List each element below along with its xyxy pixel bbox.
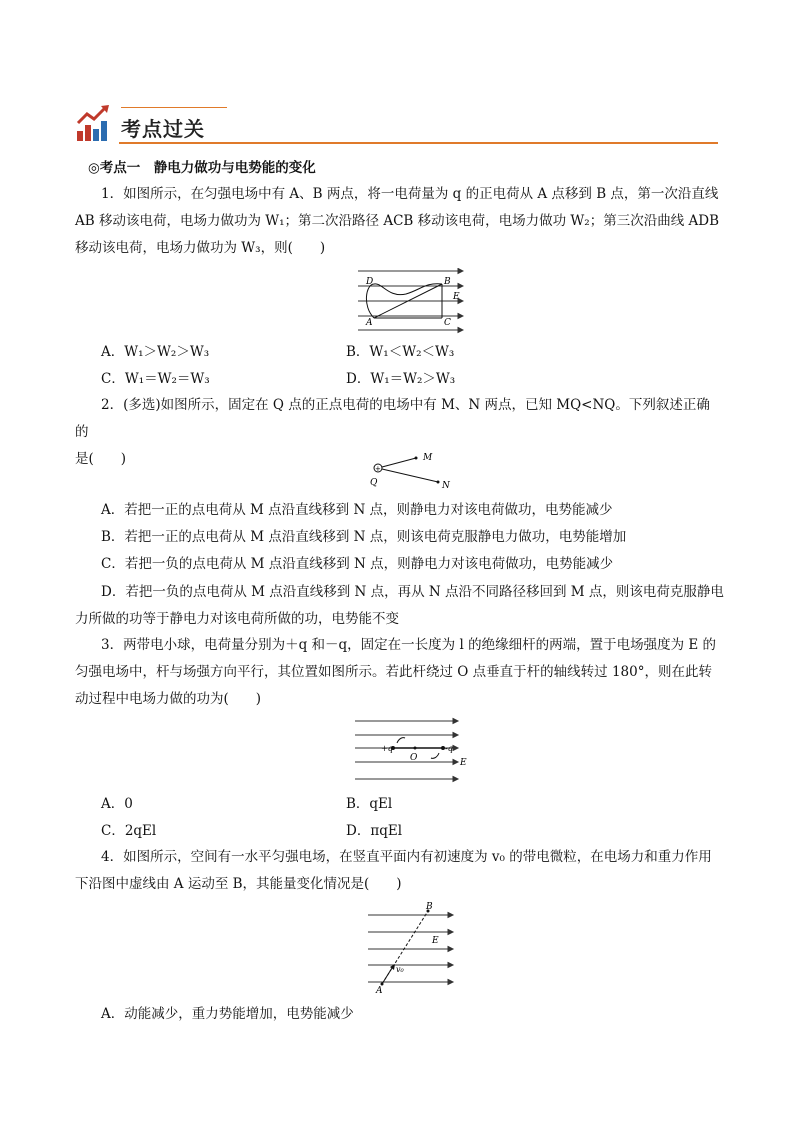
q1-option-b[interactable]: B．W₁＜W₂＜W₃ xyxy=(346,344,455,360)
q1-line-3: 移动该电荷，电场力做功为 W₃，则( ) xyxy=(75,240,326,256)
q4-option-a[interactable]: A．动能减少，重力势能增加，电势能减少 xyxy=(101,1006,354,1022)
bar-chart-trend-icon xyxy=(75,103,111,143)
q3-label-e: E xyxy=(460,758,467,768)
q1-label-e: E xyxy=(453,292,460,302)
q1-option-c[interactable]: C．W₁＝W₂＝W₃ xyxy=(101,371,210,387)
header-title: 考点过关 xyxy=(121,117,205,141)
q3-figure xyxy=(353,717,473,787)
q3-label-o: O xyxy=(410,753,418,763)
q3-line-1: 3．两带电小球，电荷量分别为＋q 和－q，固定在一长度为 l 的绝缘细杆的两端，置于电场强度为 E 的 xyxy=(101,637,717,653)
q4-figure xyxy=(364,902,459,994)
q1-label-d: D xyxy=(366,277,374,287)
q3-line-3: 动过程中电场力做的功为( ) xyxy=(75,691,262,707)
q1-label-c: C xyxy=(444,318,451,328)
section-header xyxy=(75,103,718,147)
q4-label-e: E xyxy=(432,936,439,946)
q4-line-1: 4．如图所示，空间有一水平匀强电场，在竖直平面内有初速度为 v₀ 的带电微粒，在电场力和重力作用 xyxy=(101,849,712,865)
q1-label-a: A xyxy=(366,318,373,328)
q1-figure xyxy=(356,268,464,334)
question-4 xyxy=(75,844,720,898)
q4-label-a: A xyxy=(376,986,383,994)
q1-line-1: 1．如图所示，在匀强电场中有 A、B 两点，将一电荷量为 q 的正电荷从 A 点移到 B 点，第一次沿直线 xyxy=(101,186,719,202)
q2-option-c[interactable]: C．若把一负的点电荷从 M 点沿直线移到 N 点，则静电力对该电荷做功，电势能减少 xyxy=(101,556,614,572)
header-rule xyxy=(119,142,718,144)
header-top-rule xyxy=(121,107,227,108)
question-1 xyxy=(75,181,720,262)
q2-line-1: 2．(多选)如图所示，固定在 Q 点的正点电荷的电场中有 M、N 两点，已知 MQ<NQ。下列叙述正确的 xyxy=(75,397,710,440)
q2-label-q: Q xyxy=(370,478,378,488)
q1-label-b: B xyxy=(444,277,451,287)
q3-label-minus-q: -q xyxy=(445,744,453,753)
q2-figure xyxy=(368,448,458,492)
question-3 xyxy=(75,632,720,713)
q4-label-v0: v₀ xyxy=(396,965,404,974)
q1-option-a[interactable]: A．W₁＞W₂＞W₃ xyxy=(101,344,210,360)
q3-label-plus-q: +q xyxy=(381,744,393,753)
q2-option-d[interactable]: D．若把一负的点电荷从 M 点沿直线移到 N 点，再从 N 点沿不同路径移回到 M 点，则该电荷克服静电 xyxy=(101,584,724,600)
q2-option-b[interactable]: B．若把一正的点电荷从 M 点沿直线移到 N 点，则该电荷克服静电力做功，电势能增加 xyxy=(101,529,627,545)
q3-option-b[interactable]: B．qEl xyxy=(346,796,393,812)
q1-option-d[interactable]: D．W₁＝W₂＞W₃ xyxy=(346,371,456,387)
q2-option-d-cont: 力所做的功等于静电力对该电荷所做的功，电势能不变 xyxy=(75,611,399,627)
q4-label-b: B xyxy=(426,902,433,912)
q2-line-2: 是( ) xyxy=(75,451,127,467)
q2-label-m: M xyxy=(423,453,433,463)
q3-line-2: 匀强电场中，杆与场强方向平行，其位置如图所示。若此杆绕过 O 点垂直于杆的轴线转过 180°，则在此转 xyxy=(75,664,712,680)
q3-option-c[interactable]: C．2qEl xyxy=(101,823,157,839)
q1-line-2: AB 移动该电荷，电场力做功为 W₁；第二次沿路径 ACB 移动该电荷，电场力做功 W₂；第三次沿曲线 ADB xyxy=(75,213,719,229)
q3-option-a[interactable]: A．0 xyxy=(101,796,133,812)
q2-plus-sign: + xyxy=(375,465,381,473)
q4-line-2: 下沿图中虚线由 A 运动至 B，其能量变化情况是( ) xyxy=(75,876,402,892)
q2-label-n: N xyxy=(442,481,450,491)
section-title: ◎考点一 静电力做功与电势能的变化 xyxy=(88,160,316,176)
q3-option-d[interactable]: D．πqEl xyxy=(346,823,403,839)
q2-option-a[interactable]: A．若把一正的点电荷从 M 点沿直线移到 N 点，则静电力对该电荷做功，电势能减少 xyxy=(101,502,613,518)
